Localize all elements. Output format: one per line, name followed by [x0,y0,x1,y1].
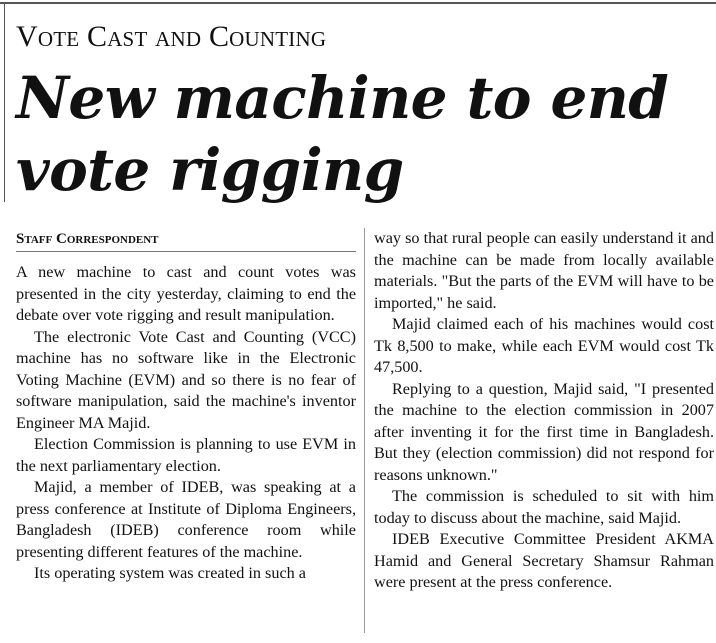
paragraph: A new machine to cast and count votes was presented in the city yesterday, claiming to end the debate over vote rigging and result manipulation. [16,263,356,324]
paragraph: The commission is scheduled to sit with him today to discuss about the machine, said Majid. [374,487,714,527]
body-column-2 [374,228,714,594]
byline-rule [16,251,356,252]
paragraph: Majid, a member of IDEB, was speaking at a press conference at Institute of Diploma Engineers, Bangladesh (IDEB) conference room while presenting different features of the machine. [16,478,356,561]
paragraph: IDEB Executive Committee President AKMA Hamid and General Secretary Shamsur Rahman were present at the press conference. [374,530,714,591]
headline-line-2: vote rigging [16,136,404,204]
paragraph: The electronic Vote Cast and Counting (VCC) machine has no software like in the Electronic Voting Machine (EVM) and so there is no fear of software manipulation, said the machine's inventor Engineer MA Majid. [16,327,356,432]
headline-line-1: New machine to end [16,64,669,132]
headline [16,62,706,206]
paragraph: Replying to a question, Majid said, "I presented the machine to the election commission in 2007 after inventing it for the first time in Bangladesh. But they (election commission) did not respond for reasons unknown." [374,379,714,484]
paragraph: Majid claimed each of his machines would cost Tk 8,500 to make, while each EVM would cost Tk 47,500. [374,315,714,376]
paragraph: Election Commission is planning to use EVM in the next parliamentary election. [16,435,356,475]
kicker: Vote Cast and Counting [16,20,327,53]
body-column-1 [16,262,356,585]
column-divider [364,228,365,633]
top-rule [0,2,716,4]
left-rule [4,2,5,202]
paragraph: Its operating system was created in such a [34,564,306,582]
byline: Staff Correspondent [16,231,159,247]
paragraph: way so that rural people can easily understand it and the machine can be made from locally available materials. "But the parts of the EVM will have to be imported," he said. [374,229,714,312]
